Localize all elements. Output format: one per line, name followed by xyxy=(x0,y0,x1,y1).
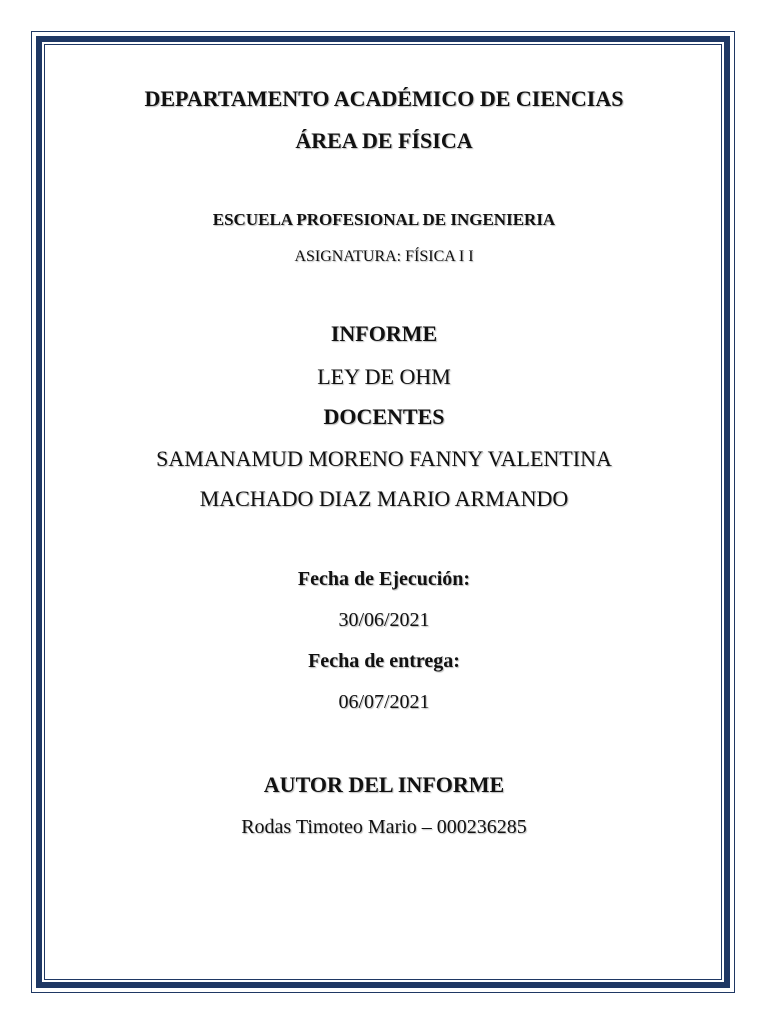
execution-date-label: Fecha de Ejecución: xyxy=(297,568,471,590)
execution-date: 30/06/2021 xyxy=(338,609,430,631)
area-heading: ÁREA DE FÍSICA xyxy=(295,128,473,153)
report-title: LEY DE OHM xyxy=(317,364,451,389)
teacher-name: SAMANAMUD MORENO FANNY VALENTINA xyxy=(156,446,612,471)
report-heading: INFORME xyxy=(330,321,438,346)
teacher-name: MACHADO DIAZ MARIO ARMANDO xyxy=(199,486,569,511)
author-heading: AUTOR DEL INFORME xyxy=(263,772,505,797)
page-border-inner xyxy=(44,44,722,980)
subject-line: ASIGNATURA: FÍSICA I I xyxy=(294,248,474,265)
school-name: ESCUELA PROFESIONAL DE INGENIERIA xyxy=(212,210,556,229)
author-name: Rodas Timoteo Mario – 000236285 xyxy=(241,816,527,838)
delivery-date-label: Fecha de entrega: xyxy=(308,650,460,672)
department-heading: DEPARTAMENTO ACADÉMICO DE CIENCIAS xyxy=(144,86,624,111)
teachers-heading: DOCENTES xyxy=(323,404,445,429)
delivery-date: 06/07/2021 xyxy=(338,691,430,713)
